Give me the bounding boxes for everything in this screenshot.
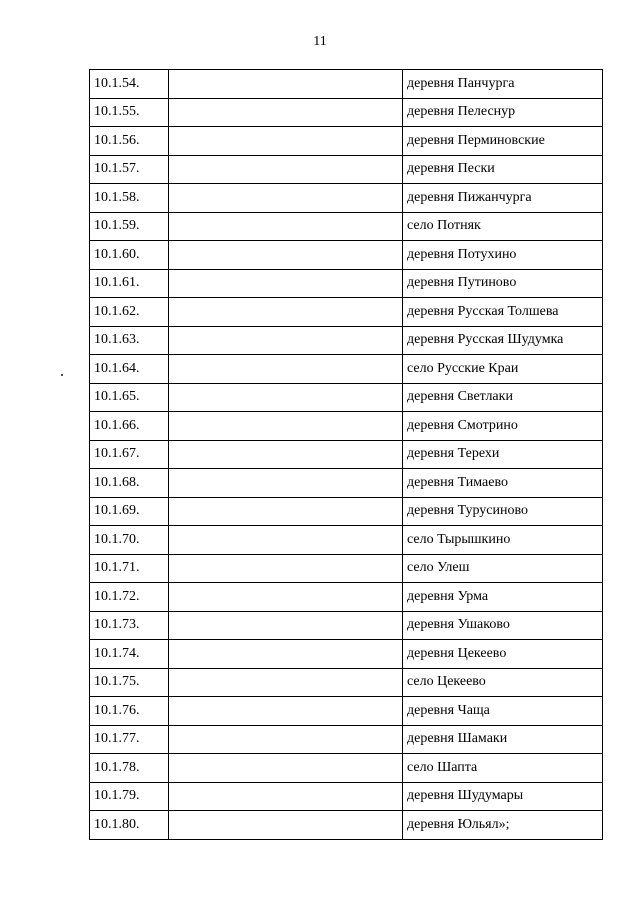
empty-cell [169,554,403,583]
empty-cell [169,583,403,612]
row-number-cell: 10.1.69. [90,497,169,526]
settlement-name-cell: деревня Шудумары [403,782,603,811]
empty-cell [169,611,403,640]
empty-cell [169,412,403,441]
row-number-cell: 10.1.79. [90,782,169,811]
empty-cell [169,184,403,213]
row-number-cell: 10.1.71. [90,554,169,583]
settlement-name-cell: деревня Урма [403,583,603,612]
settlement-name-cell: деревня Тимаево [403,469,603,498]
row-number-cell: 10.1.68. [90,469,169,498]
row-number-cell: 10.1.70. [90,526,169,555]
settlement-name-cell: деревня Цекеево [403,640,603,669]
table-row [90,155,603,184]
settlement-name-cell: деревня Пелеснур [403,98,603,127]
settlement-name-cell: деревня Турусиново [403,497,603,526]
empty-cell [169,269,403,298]
settlement-name-cell: деревня Русская Шудумка [403,326,603,355]
settlement-name-cell: деревня Панчурга [403,70,603,99]
settlement-name-cell: деревня Терехи [403,440,603,469]
settlements-table-body [90,70,603,840]
row-number-cell: 10.1.61. [90,269,169,298]
settlement-name-cell: деревня Русская Толшева [403,298,603,327]
table-row [90,526,603,555]
empty-cell [169,526,403,555]
empty-cell [169,640,403,669]
empty-cell [169,383,403,412]
row-number-cell: 10.1.67. [90,440,169,469]
page-number: 11 [313,34,327,49]
table-row [90,127,603,156]
table-row [90,782,603,811]
table-row [90,554,603,583]
settlement-name-cell: деревня Пески [403,155,603,184]
empty-cell [169,497,403,526]
row-number-cell: 10.1.72. [90,583,169,612]
settlement-name-cell: деревня Шамаки [403,725,603,754]
row-number-cell: 10.1.76. [90,697,169,726]
settlement-name-cell: деревня Путиново [403,269,603,298]
row-number-cell: 10.1.56. [90,127,169,156]
settlements-table [89,69,603,840]
settlement-name-cell: село Цекеево [403,668,603,697]
row-number-cell: 10.1.66. [90,412,169,441]
empty-cell [169,697,403,726]
row-number-cell: 10.1.75. [90,668,169,697]
table-row [90,811,603,840]
empty-cell [169,155,403,184]
table-row [90,241,603,270]
table-row [90,326,603,355]
row-number-cell: 10.1.55. [90,98,169,127]
row-number-cell: 10.1.64. [90,355,169,384]
table-row [90,184,603,213]
table-row [90,412,603,441]
table-row [90,70,603,99]
table-row [90,298,603,327]
empty-cell [169,127,403,156]
empty-cell [169,754,403,783]
table-row [90,440,603,469]
settlement-name-cell: село Улеш [403,554,603,583]
settlement-name-cell: деревня Юльял»; [403,811,603,840]
table-row [90,697,603,726]
empty-cell [169,725,403,754]
row-number-cell: 10.1.59. [90,212,169,241]
settlement-name-cell: деревня Пижанчурга [403,184,603,213]
table-row [90,469,603,498]
row-number-cell: 10.1.74. [90,640,169,669]
row-number-cell: 10.1.57. [90,155,169,184]
table-row [90,383,603,412]
row-number-cell: 10.1.62. [90,298,169,327]
settlement-name-cell: деревня Перминовские [403,127,603,156]
row-number-cell: 10.1.73. [90,611,169,640]
settlement-name-cell: село Русские Краи [403,355,603,384]
row-number-cell: 10.1.65. [90,383,169,412]
row-number-cell: 10.1.80. [90,811,169,840]
settlement-name-cell: деревня Светлаки [403,383,603,412]
table-row [90,212,603,241]
table-row [90,725,603,754]
row-number-cell: 10.1.58. [90,184,169,213]
settlement-name-cell: деревня Чаща [403,697,603,726]
empty-cell [169,782,403,811]
empty-cell [169,98,403,127]
empty-cell [169,355,403,384]
empty-cell [169,298,403,327]
settlement-name-cell: село Шапта [403,754,603,783]
empty-cell [169,326,403,355]
settlement-name-cell: деревня Ушаково [403,611,603,640]
empty-cell [169,668,403,697]
table-row [90,269,603,298]
row-number-cell: 10.1.60. [90,241,169,270]
settlement-name-cell: село Потняк [403,212,603,241]
table-row [90,640,603,669]
row-number-cell: 10.1.63. [90,326,169,355]
empty-cell [169,212,403,241]
table-row [90,754,603,783]
row-number-cell: 10.1.78. [90,754,169,783]
empty-cell [169,440,403,469]
empty-cell [169,811,403,840]
row-number-cell: 10.1.77. [90,725,169,754]
empty-cell [169,469,403,498]
settlement-name-cell: село Тырышкино [403,526,603,555]
table-row [90,497,603,526]
table-row [90,355,603,384]
scan-artifact [61,374,63,376]
table-row [90,611,603,640]
row-number-cell: 10.1.54. [90,70,169,99]
settlement-name-cell: деревня Потухино [403,241,603,270]
table-row [90,98,603,127]
empty-cell [169,70,403,99]
table-row [90,583,603,612]
table-row [90,668,603,697]
empty-cell [169,241,403,270]
settlement-name-cell: деревня Смотрино [403,412,603,441]
